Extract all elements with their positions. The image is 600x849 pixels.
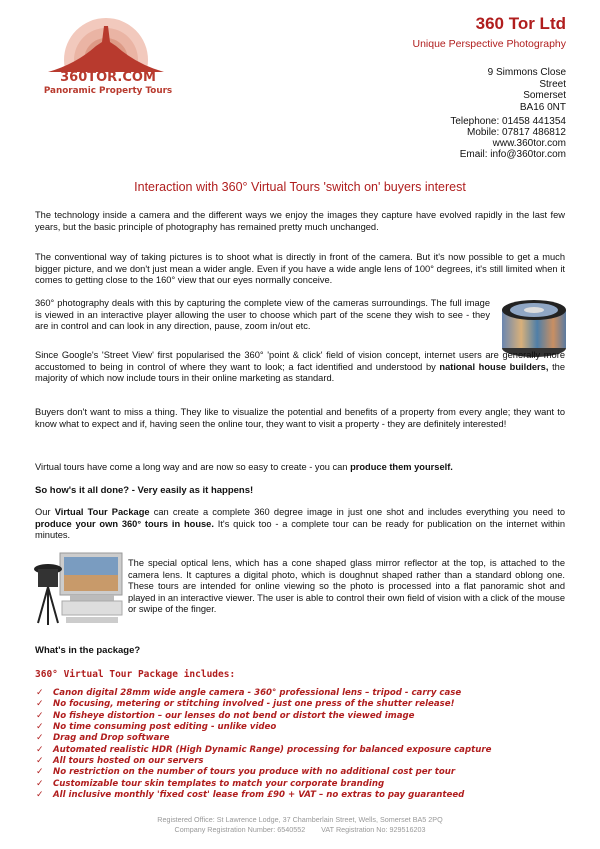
address-line: 9 Simmons Close [487,67,566,78]
paragraph-7 [35,507,565,542]
paragraph-7-bold-package: Virtual Tour Package [54,507,150,517]
company-block [412,14,566,50]
logo-brand: 360TOR.COM [60,70,156,85]
paragraph-5: Buyers don't want to miss a thing. They like to visualize the potential and benefits of a property from every angle; they want to know what to expect and if, having seen the online tour, they want to visit a property - they are definitely interested! [35,407,565,429]
paragraph-4-text-end: the majority of which now include tours in their online marketing as standard. [35,361,565,384]
paragraph-6 [35,462,565,474]
list-item [36,688,491,699]
address-line: Somerset [523,90,566,101]
list-item-text: Customizable tour skin templates to match your corporate branding [53,778,385,789]
paragraph-6-bold: produce them yourself. [350,462,453,472]
checkmark-icon: ✓ [36,756,44,767]
telephone: Telephone: 01458 441354 [450,116,566,127]
page-title: Interaction with 360° Virtual Tours 'switch on' buyers interest [134,180,466,194]
list-item-text: No focusing, metering or stitching involved - just one press of the shutter release! [53,699,455,710]
list-item [36,699,491,710]
list-item [36,710,491,722]
list-item [36,767,491,778]
paragraph-7-text-mid: can create a complete 360 degree image in just one shot and includes everything you need to [149,507,566,517]
package-title: 360° Virtual Tour Package includes: [35,669,236,680]
checkmark-icon: ✓ [36,733,44,744]
list-item-text: Drag and Drop software [53,733,170,744]
list-item-text: No time consuming post editing - unlike video [53,722,277,733]
footer-registered-office: Registered Office: St Lawrence Lodge, 37 Chamberlain Street, Wells, Somerset BA5 2PQ [157,815,443,824]
checkmark-icon: ✓ [36,790,44,801]
paragraph-3: 360° photography deals with this by capturing the complete view of the cameras surroundings. The full image is viewed in an interactive player allowing the user to choose which part of the scene they wish to see - they are in control and can look in any direction, pause, zoom in/out etc. [35,298,490,332]
list-item [36,722,491,733]
list-item-text: All inclusive monthly 'fixed cost' lease from £90 + VAT – no extras to pay guaranteed [53,790,465,801]
list-item-text: No fisheye distortion – our lenses do not bend or distort the viewed image [53,710,415,721]
section-heading-package: What's in the package? [35,645,141,656]
contact-block [450,116,566,160]
list-item [36,744,492,756]
mobile: Mobile: 07817 486812 [467,127,566,138]
list-item [36,778,491,790]
list-item [36,756,491,767]
paragraph-7-bold-inhouse: produce your own 360° tours in house. [35,518,214,529]
paragraph-7-text: Our [35,507,55,517]
company-tagline: Unique Perspective Photography [412,38,566,50]
company-name: 360 Tor Ltd [475,14,566,33]
section-heading-how: So how's it all done? - Very easily as it happens! [35,485,254,496]
email-link[interactable]: Email: info@360tor.com [459,149,566,160]
website-link[interactable]: www.360tor.com [492,138,566,149]
footer-registration: Company Registration Number: 6540552 VAT Registration No: 929516203 [174,825,426,834]
checkmark-icon: ✓ [36,699,44,710]
paragraph-8: The special optical lens, which has a cone shaped glass mirror reflector at the top, is attached to the camera lens. It captures a digital photo, which is doughnut shaped rather than a standard oblong one. These tours are intended for online viewing so the photo is processed into a flat panoramic shot and played in an interactive viewer. The user is able to control their own field of vision with a click of the mouse or swipe of the finger. [128,558,565,615]
list-item [36,733,491,744]
address-line: BA16 0NT [519,101,566,113]
paragraph-6-text: Virtual tours have come a long way and are now so easy to create - you can [35,462,351,472]
checkmark-icon: ✓ [36,722,44,733]
logo-subtitle: Panoramic Property Tours [43,86,173,96]
address-line: Street [539,78,566,90]
checkmark-icon: ✓ [36,767,44,778]
list-item [36,790,491,801]
paragraph-4-bold: national house builders, [439,361,549,372]
paragraph-4-text: Since Google's 'Street View' first popularised the 360° 'point & click' field of vision concept, internet users are generally more accustomed to being in control of where they want to look; a fact identified and understood by [35,350,565,372]
checkmark-icon: ✓ [36,710,44,721]
paragraph-7-text-end: It's quick too - a complete tour can be ready for publication on the internet within minutes. [35,518,566,541]
list-item-text: No restriction on the number of tours you produce with no additional cost per tour [53,767,456,778]
paragraph-2: The conventional way of taking pictures is to shoot what is directly in front of the camera. But it's now possible to get a much bigger picture, and we don't just mean a wider angle. Even if you have a wide angle lens of 100° degrees, it's still limited when it comes to getting close to the 160° view that our eyes normally conceive. [35,252,565,286]
paragraph-1: The technology inside a camera and the different ways we enjoy the images they capture have evolved rapidly in the last few years, but the basic principle of photography has remained pretty much unchanged. [35,210,565,232]
package-list [36,688,492,801]
list-item-text: All tours hosted on our servers [53,756,204,767]
camera-kit-icon [30,545,128,633]
checkmark-icon: ✓ [36,778,44,789]
checkmark-icon: ✓ [36,744,44,755]
list-item-text: Canon digital 28mm wide angle camera - 360° professional lens – tripod - carry case [53,688,462,698]
list-item-text: Automated realistic HDR (High Dynamic Range) processing for balanced exposure capture [53,744,492,755]
address-block [488,67,566,113]
paragraph-4 [35,350,565,385]
checkmark-icon: ✓ [36,688,44,698]
